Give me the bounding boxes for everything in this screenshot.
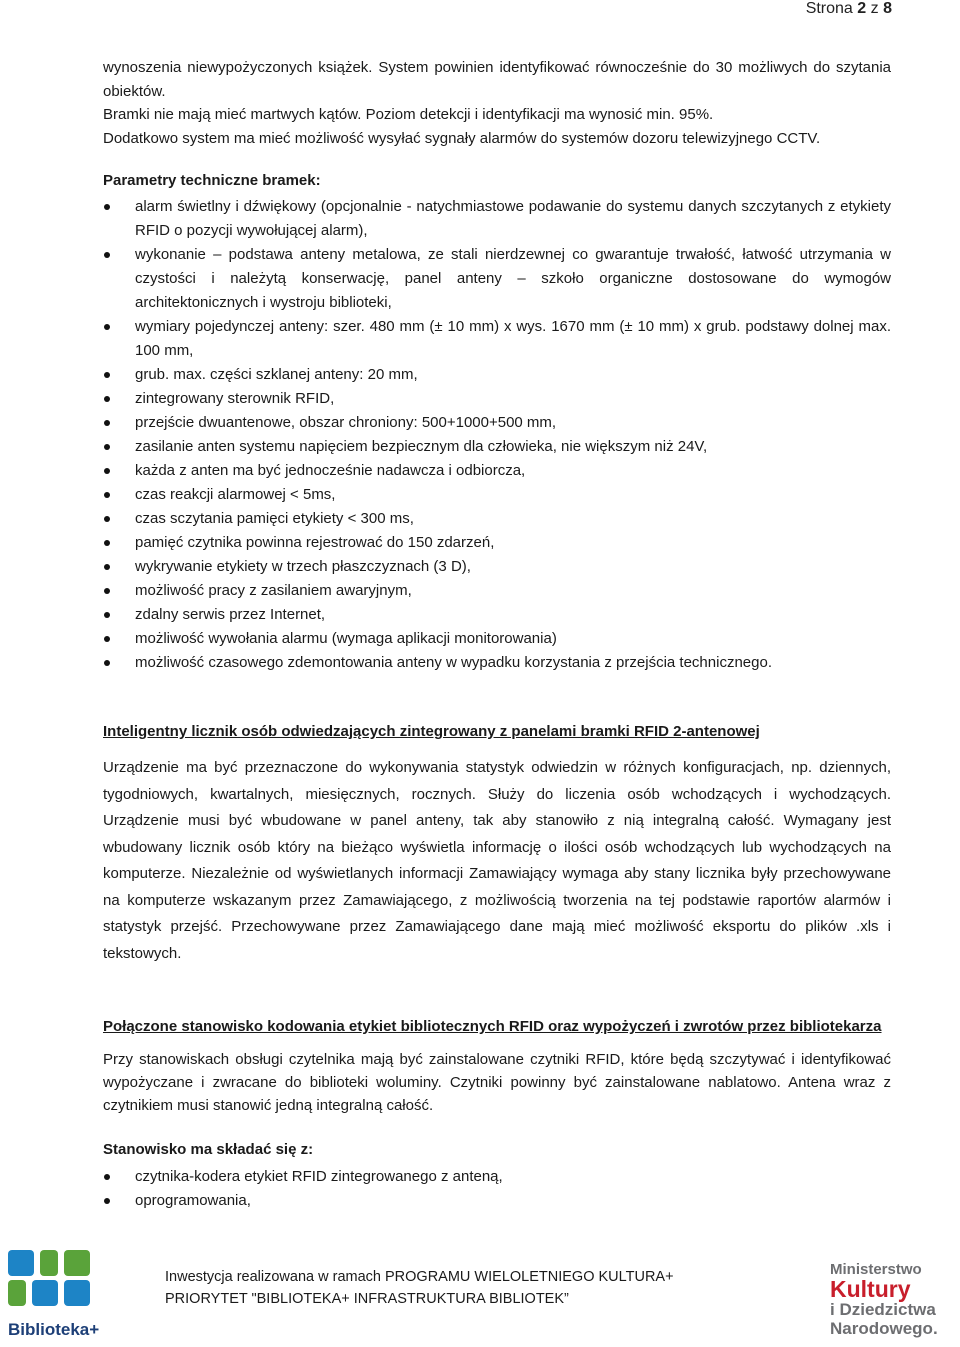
counter-paragraph: Urządzenie ma być przeznaczone do wykonywania statystyk odwiedzin w różnych konfiguracjach, np. dziennych, tygodniowych, kwartalnych, miesięcznych, rocznych. Służy do liczenia osób wchodzących i wychodzących. Urządzenie musi być wbudowane w panel anteny, tak aby stanowiło z nią integralną całość. Wymagany jest wbudowany licznik osób który na bieżąco wyświetla informację o ilości osób wchodzących lub wychodzących na komputerze. Niezależnie od wyświetlanych informacji Zamawiający wymaga aby stany licznika były przechowywane na komputerze wskazanym przez Zamawiającego, z możliwością tworzenia na tej podstawie raportów alarmów i statystyk przejść. Przechowywane przez Zamawiającego dane mają mieć możliwość eksportu do plików .xls i tekstowych. [103,759,891,962]
list-item: pamięć czytnika powinna rejestrować do 150 zdarzeń, [103,531,891,555]
footer-line-2: PRIORYTET "BIBLIOTEKA+ INFRASTRUKTURA BIBLIOTEK” [165,1291,569,1307]
params-list [103,195,891,675]
counter-heading: Inteligentny licznik osób odwiedzających zintegrowany z panelami bramki RFID 2-antenowej [103,723,760,740]
intro-paragraph: Bramki nie mają mieć martwych kątów. Poziom detekcji i identyfikacji ma wynosić min. 95%. [103,106,714,123]
list-item: zdalny serwis przez Internet, [103,603,891,627]
intro-text [103,56,891,150]
ministry-line-1: Ministerstwo [830,1261,922,1278]
list-item: każda z anten ma być jednocześnie nadawcza i odbiorcza, [103,459,891,483]
composition-label: Stanowisko ma składać się z: [103,1141,314,1158]
list-item: przejście dwuantenowe, obszar chroniony: 500+1000+500 mm, [103,411,891,435]
ministry-line-3: i Dziedzictwa [830,1300,936,1319]
document-body [103,56,891,1213]
page-current: 2 [857,0,867,17]
footer-line-1: Inwestycja realizowana w ramach PROGRAMU WIELOLETNIEGO KULTURA+ [165,1269,674,1285]
list-item: wykonanie – podstawa anteny metalowa, ze stali nierdzewnej co gwarantuje trwałość, łatwość utrzymania w czystości i należytą konserwację, panel anteny – szkoło organiczne dostosowane do wymogów architektonicznych i wystroju biblioteki, [103,243,891,315]
composition-section [103,1139,891,1213]
list-item: możliwość wywołania alarmu (wymaga aplikacji monitorowania) [103,627,891,651]
page-sep: z [870,0,879,17]
station-paragraph: Przy stanowiskach obsługi czytelnika mają być zainstalowane czytniki RFID, które będą szczytywać i identyfikować wypożyczane i zwracane do biblioteki woluminy. Czytniki powinny być zainstalowane nablatowo. Antena wraz z czytnikiem musi stanowić jedną integralną całość. [103,1051,891,1114]
list-item: czas reakcji alarmowej < 5ms, [103,483,891,507]
ministry-line-2: Kultury [830,1276,911,1302]
ministry-line-4: Narodowego. [830,1319,938,1338]
ministry-logo [830,1262,958,1342]
page-total: 8 [883,0,892,17]
params-label: Parametry techniczne bramek: [103,172,321,189]
page-number [806,0,892,22]
composition-list [103,1165,891,1213]
list-item: oprogramowania, [103,1189,891,1213]
list-item: możliwość czasowego zdemontowania anteny w wypadku korzystania z przejścia technicznego. [103,651,891,675]
biblioteka-logo-text: Biblioteka+ [8,1320,100,1339]
list-item: alarm świetlny i dźwiękowy (opcjonalnie - natychmiastowe podawanie do systemu danych szczytanych z etykiety RFID o pozycji wywołującej alarm), [103,195,891,243]
intro-paragraph: Dodatkowo system ma mieć możliwość wysyłać sygnały alarmów do systemów dozoru telewizyjnego CCTV. [103,129,821,147]
biblioteka-plus-logo [6,1246,106,1342]
station-heading: Połączone stanowisko kodowania etykiet bibliotecznych RFID oraz wypożyczeń i zwrotów przez bibliotekarza [103,1018,882,1035]
list-item: grub. max. części szklanej anteny: 20 mm, [103,363,891,387]
counter-section [103,720,891,967]
list-item: wykrywanie etykiety w trzech płaszczyznach (3 D), [103,555,891,579]
list-item: zintegrowany sterownik RFID, [103,387,891,411]
station-section [103,1015,891,1117]
intro-paragraph: wynoszenia niewypożyczonych książek. System powinien identyfikować równocześnie do 30 możliwych do szytania obiektów. [103,59,891,100]
footer-text [165,1266,674,1310]
list-item: możliwość pracy z zasilaniem awaryjnym, [103,579,891,603]
list-item: czytnika-kodera etykiet RFID zintegrowanego z anteną, [103,1165,891,1189]
list-item: czas sczytania pamięci etykiety < 300 ms, [103,507,891,531]
list-item: wymiary pojedynczej anteny: szer. 480 mm (± 10 mm) x wys. 1670 mm (± 10 mm) x grub. podstawy dolnej max. 100 mm, [103,315,891,363]
list-item: zasilanie anten systemu napięciem bezpiecznym dla człowieka, nie większym niż 24V, [103,435,891,459]
page-prefix: Strona [805,0,853,17]
